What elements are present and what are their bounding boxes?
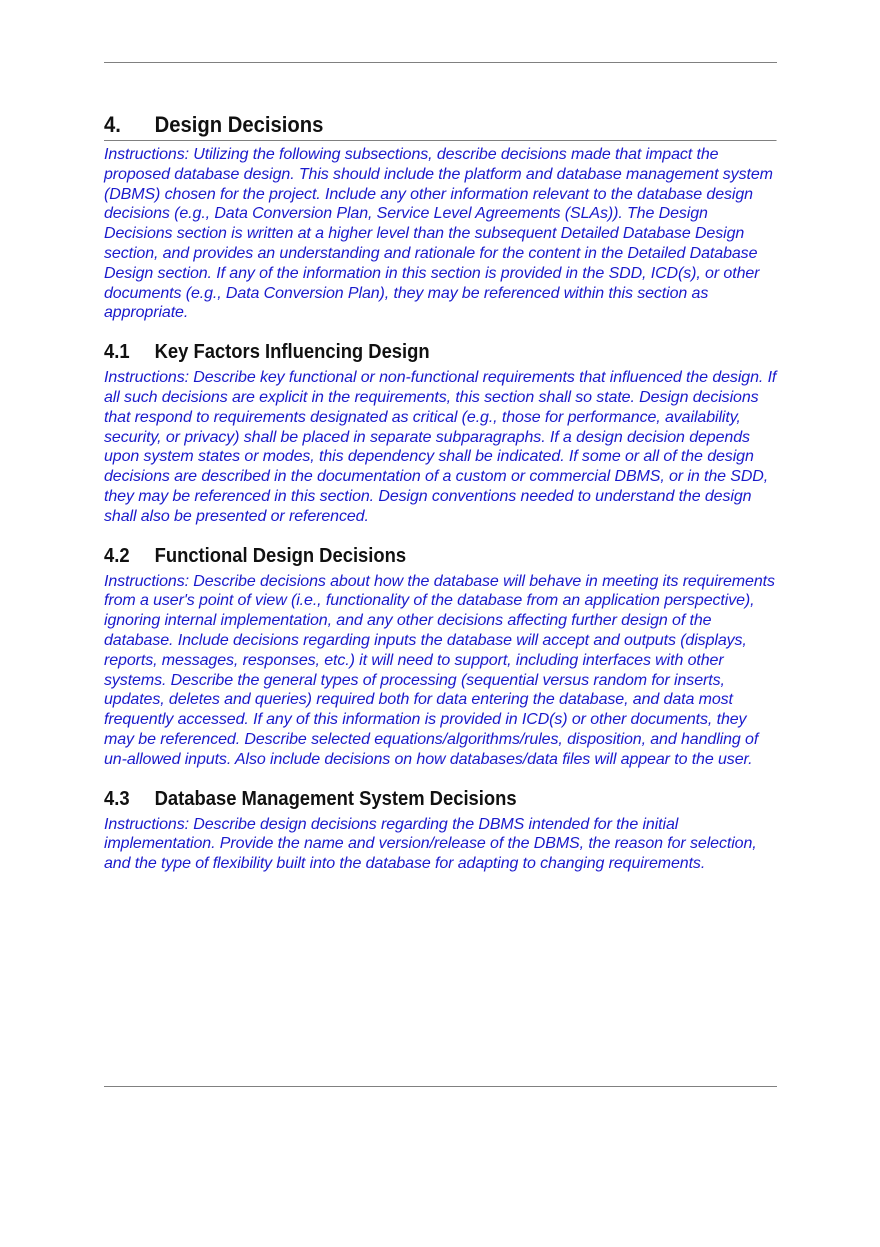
subsection-instructions-4-2: Instructions: Describe decisions about how the database will behave in meeting its requirements from a user's point of view (i.e., functionality of the database from an application perspective), ignoring internal implementation, and any other decisions affecting further design of the database. Include decisions regarding inputs the database will accept and outputs (displays, reports, messages, responses, etc.) it will need to support, including interfaces with other systems. Describe the general types of processing (sequential versus random for inserts, updates, deletes and queries) required both for data entering the database, and data most frequently accessed. If any of this information is provided in ICD(s) or other documents, they may be referenced. Describe selected equations/algorithms/rules, disposition, and handling of un-allowed inputs. Also include decisions on how databases/data files will appear to the user.: [104, 572, 775, 768]
subsection-heading-4-3: [104, 788, 723, 811]
subsection-title: Functional Design Decisions: [154, 544, 407, 567]
header-rule: [104, 62, 777, 63]
section-number: 4.: [104, 112, 121, 137]
subsection-heading-4-2: [104, 545, 723, 568]
subsection-number: 4.1: [104, 341, 130, 364]
subsection-heading-4-1: [104, 341, 723, 364]
subsection-number: 4.3: [104, 787, 130, 810]
subsection-title: Database Management System Decisions: [154, 787, 517, 810]
section-instructions: Instructions: Utilizing the following subsections, describe decisions made that impact the proposed database design. This should include the platform and database management system (DBMS) chosen for the project. Include any other information relevant to the database design decisions (e.g., Data Conversion Plan, Service Level Agreements (SLAs)). The Design Decisions section is written at a higher level than the subsequent Detailed Database Design section, and provides an understanding and rationale for the content in the Detailed Database Design section. If any of the information in this section is provided in the SDD, ICD(s), or other documents (e.g., Data Conversion Plan), they may be referenced within this section as appropriate.: [104, 146, 773, 322]
subsection-title: Key Factors Influencing Design: [154, 341, 430, 364]
document-body: [104, 112, 777, 874]
subsection-instructions-4-1: Instructions: Describe key functional or non-functional requirements that influenced the design. If all such decisions are explicit in the requirements, this section shall so state. Design decisions that respond to requirements designated as critical (e.g., those for performance, availability, security, or privacy) shall be placed in separate subparagraphs. If a design decision depends upon system states or modes, this dependency shall be indicated. If some or all of the design decisions are described in the documentation of a custom or commercial DBMS, or in the SDD, they may be referenced in this section. Design conventions needed to understand the design shall also be presented or referenced.: [104, 369, 777, 525]
subsection-instructions-4-3: Instructions: Describe design decisions regarding the DBMS intended for the initial implementation. Provide the name and version/release of the DBMS, the reason for selection, and the type of flexibility built into the database for adapting to changing requirements.: [104, 815, 757, 873]
subsection-number: 4.2: [104, 544, 130, 567]
section-heading: [104, 112, 777, 141]
section-title: Design Decisions: [154, 112, 324, 137]
footer-rule: [104, 1086, 777, 1087]
